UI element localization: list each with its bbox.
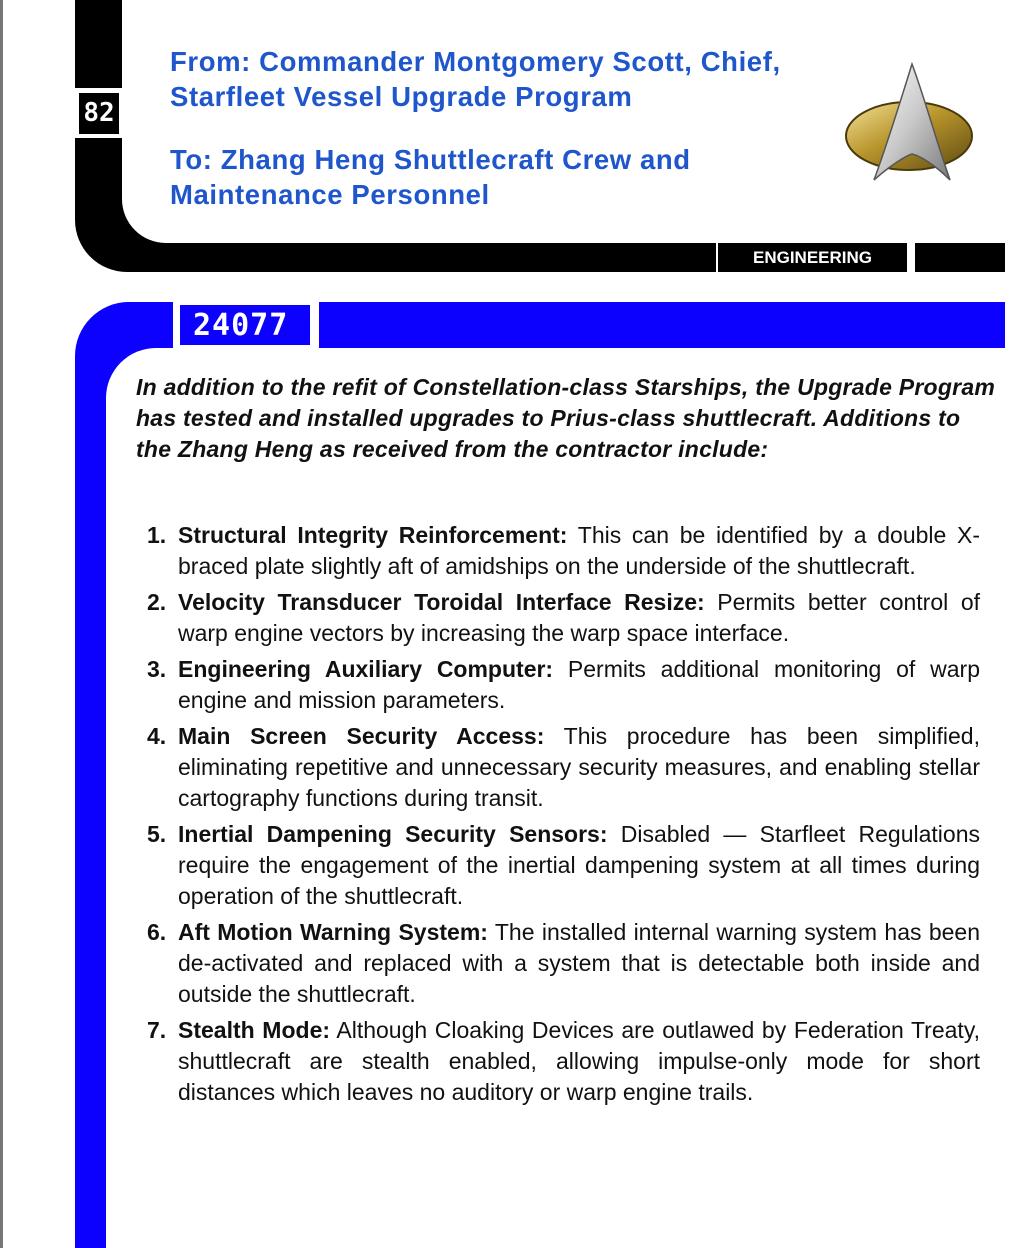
item-number: 7. <box>147 1017 167 1043</box>
item-text: The installed internal warning system has been de-activated and replaced with a system that is detectable both inside and outside the shuttlecraft. <box>178 919 981 1007</box>
item-title: Structural Integrity Reinforcement: <box>178 522 568 548</box>
page-number: 82 <box>79 93 119 134</box>
upgrade-list <box>147 520 980 1113</box>
memo-from-line-2: Starfleet Vessel Upgrade Program <box>170 81 633 112</box>
item-text: Disabled — Starfleet Regulations require the engagement of the inertial dampening system at all times during operation of the shuttlecraft. <box>178 821 980 909</box>
document-number: 24077 <box>180 305 310 345</box>
list-item <box>147 721 980 814</box>
item-title: Velocity Transducer Toroidal Interface Resize: <box>178 589 705 615</box>
section-label: ENGINEERING <box>718 243 907 272</box>
memo-to-line-1: To: Zhang Heng Shuttlecraft Crew and <box>170 144 691 175</box>
list-item <box>147 587 980 649</box>
item-number: 4. <box>147 723 167 749</box>
frame-end-segment <box>915 243 1005 272</box>
item-title: Inertial Dampening Security Sensors: <box>178 821 608 847</box>
item-text: Permits better control of warp engine vectors by increasing the warp space interface. <box>178 589 981 646</box>
item-text: This can be identified by a double X-braced plate slightly aft of amidships on the underside of the shuttlecraft. <box>178 522 980 579</box>
page-edge-line <box>0 0 3 1248</box>
item-number: 6. <box>147 919 167 945</box>
starfleet-insignia-icon <box>844 60 974 184</box>
item-number: 2. <box>147 589 167 615</box>
memo-to <box>170 142 691 212</box>
memo-from-line-1: From: Commander Montgomery Scott, Chief, <box>170 46 781 77</box>
list-item <box>147 1015 980 1108</box>
list-item <box>147 819 980 912</box>
list-item <box>147 917 980 1010</box>
memo-to-line-2: Maintenance Personnel <box>170 179 490 210</box>
item-text: Although Cloaking Devices are outlawed by Federation Treaty, shuttlecraft are stealth enabled, allowing impulse-only mode for short distances which leaves no auditory or warp engine trails. <box>178 1017 980 1105</box>
memo-from <box>170 44 781 114</box>
item-title: Engineering Auxiliary Computer: <box>178 656 554 682</box>
item-number: 1. <box>147 522 167 548</box>
list-item <box>147 654 980 716</box>
item-text: This procedure has been simplified, eliminating repetitive and unnecessary security measures, and enabling stellar cartography functions during transit. <box>178 723 980 811</box>
item-title: Aft Motion Warning System: <box>178 919 488 945</box>
item-text: Permits additional monitoring of warp engine and mission parameters. <box>178 656 980 713</box>
item-number: 5. <box>147 821 167 847</box>
list-item <box>147 520 980 582</box>
item-number: 3. <box>147 656 167 682</box>
item-title: Stealth Mode: <box>178 1017 331 1043</box>
intro-paragraph: In addition to the refit of Constellation-class Starships, the Upgrade Program has tested and installed upgrades to Prius-class shuttlecraft. Additions to the Zhang Heng as received from the contractor include: <box>136 374 996 462</box>
item-title: Main Screen Security Access: <box>178 723 545 749</box>
